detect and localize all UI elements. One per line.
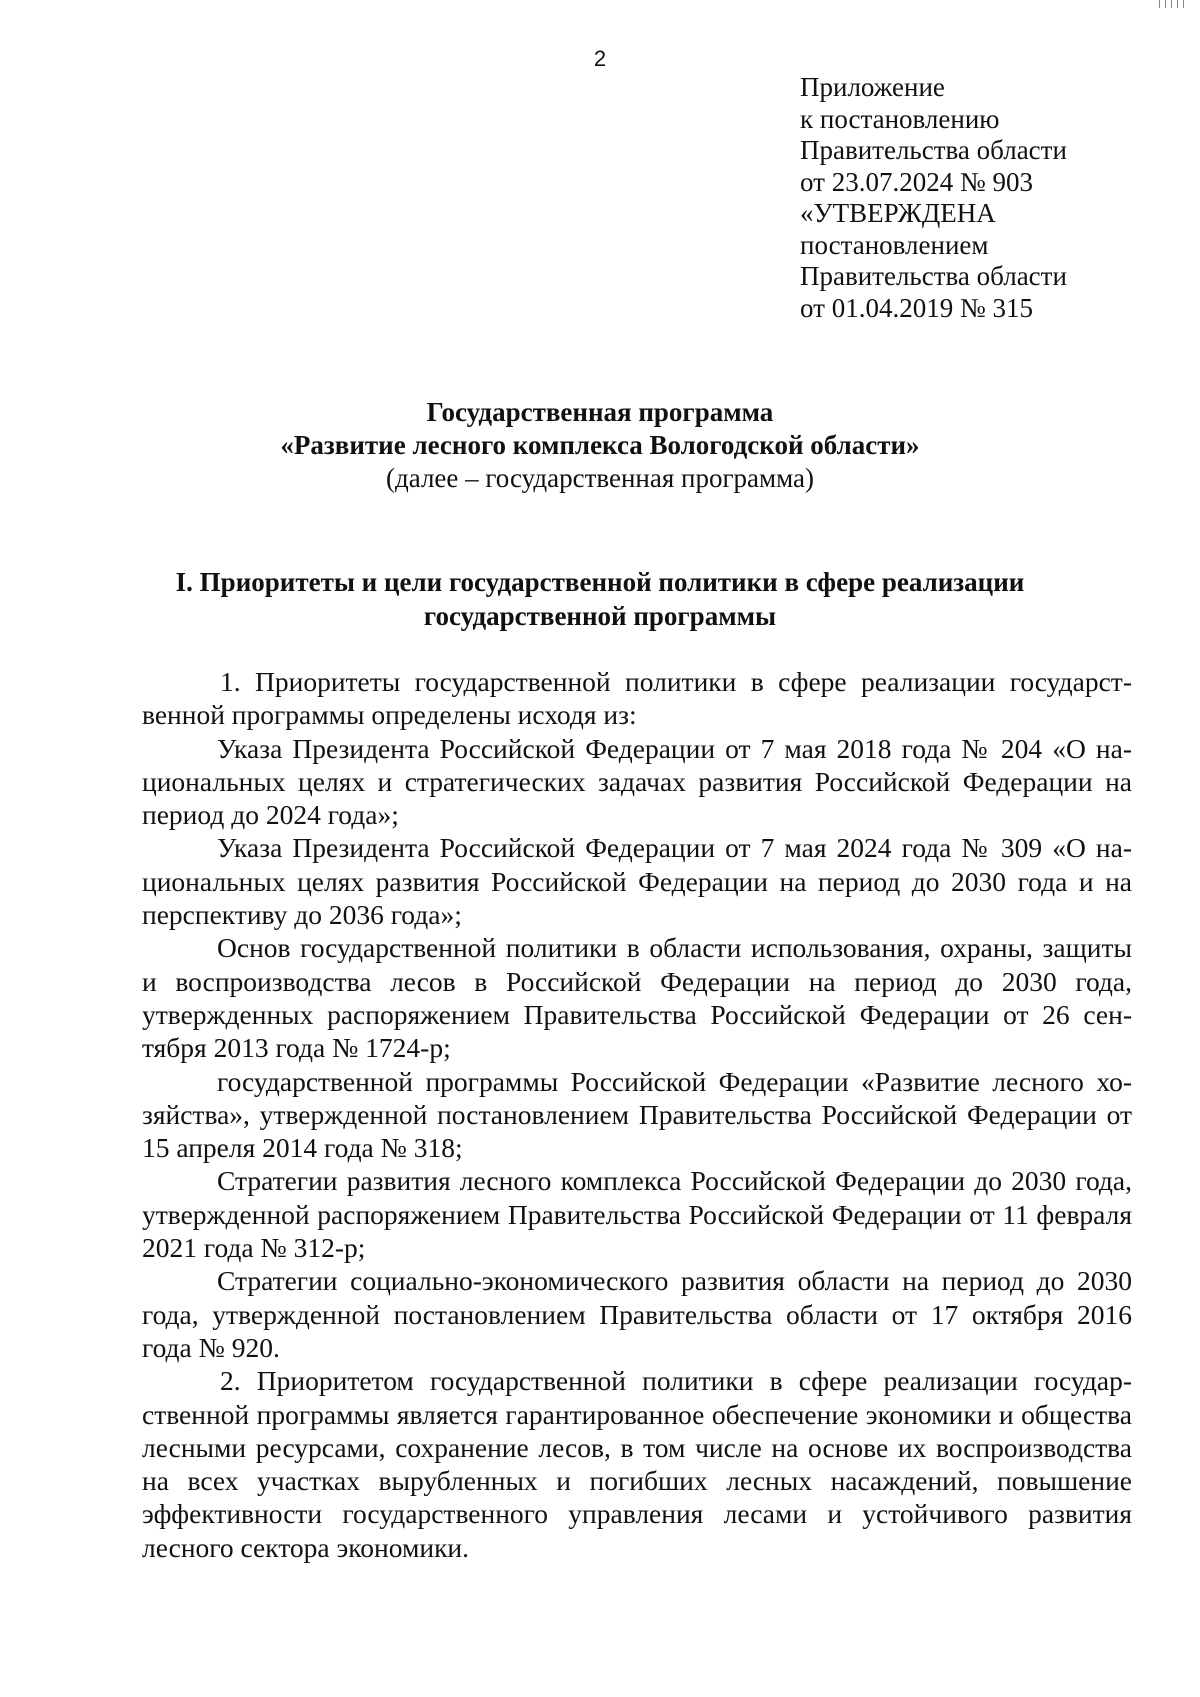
paragraph: Указа Президента Российской Федерации от 7 мая 2018 года № 204 «О национальных целях и стратегических задачах развития Российской Федерации на период до 2024 года»;: [142, 732, 1132, 831]
program-title: [0, 396, 1200, 495]
approval-line: от 23.07.2024 № 903: [800, 166, 1033, 197]
section-heading-line: I. Приоритеты и цели государственной политики в сфере реализации: [175, 567, 1025, 597]
scan-edge-marks: [1114, 0, 1184, 8]
paragraph: Стратегии развития лесного комплекса Российской Федерации до 2030 года, утвержденной распоряжением Правительства Российской Федерации от 11 февраля 2021 года № 312-р;: [142, 1165, 1132, 1264]
page-number: 2: [593, 46, 607, 71]
approval-line: Приложение: [800, 72, 945, 102]
body-text: [142, 665, 1132, 1564]
approval-line: Правительства области: [800, 135, 1067, 165]
paragraph: 1. Приоритеты государственной политики в сфере реализации государственной программы определены исходя из:: [142, 666, 1132, 731]
paragraph: государственной программы Российской Федерации «Развитие лесного хозяйства», утвержденной постановлением Правительства Российской Федерации от 15 апреля 2014 года № 318;: [142, 1065, 1132, 1164]
approval-block: [800, 72, 1180, 324]
approval-line: к постановлению: [800, 103, 1000, 134]
program-title-name: «Развитие лесного комплекса Вологодской области»: [280, 430, 920, 460]
paragraph: Стратегии социально-экономического развития области на период до 2030 года, утвержденной постановлением Правительства области от 17 октября 2016 года № 920.: [142, 1265, 1132, 1363]
approval-line: «УТВЕРЖДЕНА: [800, 198, 996, 228]
paragraph: Указа Президента Российской Федерации от 7 мая 2024 года № 309 «О национальных целях развития Российской Федерации на период до 2030 года и на перспективу до 2036 года»;: [142, 832, 1132, 931]
paragraph: 2. Приоритетом государственной политики в сфере реализации государственной программы является гарантированное обеспечение экономики и общества лесными ресурсами, сохранение лесов, в том числе на основе их воспроизводства на всех участках вырубленных и погибших лесных насаждений, повышение эффективности государственного управления лесами и устойчивого развития лесного сектора экономики.: [142, 1365, 1132, 1563]
section-heading: [0, 565, 1200, 633]
section-heading-line: государственной программы: [423, 601, 777, 631]
approval-line: Правительства области: [800, 261, 1067, 291]
program-title-line: Государственная программа: [426, 397, 774, 427]
paragraph: Основ государственной политики в области использования, охраны, защиты и воспроизводства лесов в Российской Федерации на период до 2030 года, утвержденных распоряжением Правительства Российской Федерации от 26 сентября 2013 года № 1724-р;: [142, 932, 1132, 1064]
program-title-note: (далее – государственная программа): [386, 463, 814, 493]
approval-line: постановлением: [800, 229, 989, 260]
approval-line: от 01.04.2019 № 315: [800, 292, 1033, 323]
